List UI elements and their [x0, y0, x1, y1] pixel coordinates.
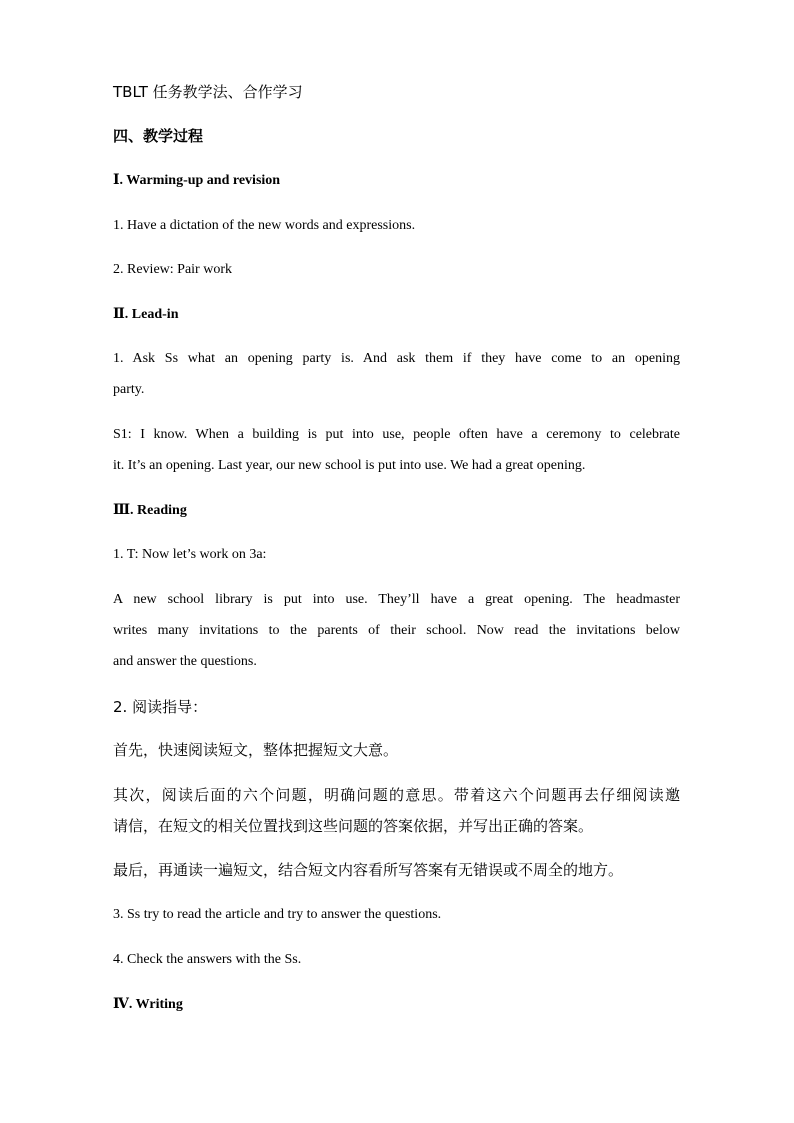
warming-up-heading: Ⅰ. Warming-up and revision	[113, 173, 281, 188]
teaching-methods-line: TBLT 任务教学法、合作学习	[113, 83, 303, 101]
lead-in-item-1-line-2: party.	[113, 382, 145, 397]
warming-up-item-2: 2. Review: Pair work	[113, 262, 232, 277]
reading-item-3: 3. Ss try to read the article and try to answer the questions.	[113, 907, 442, 922]
writing-heading: Ⅳ. Writing	[113, 997, 183, 1012]
reading-paragraph-line-1: A new school library is put into use. They’ll have a great opening. The headmaster	[113, 592, 680, 607]
reading-paragraph-line-3: and answer the questions.	[113, 654, 257, 669]
student-answer-line-1: S1: I know. When a building is put into use, people often have a ceremony to celebrate	[113, 427, 680, 442]
reading-guide-step-2-line-1: 其次，阅读后面的六个问题，明确问题的意思。带着这六个问题再去仔细阅读邀	[113, 786, 680, 804]
lead-in-heading: Ⅱ. Lead-in	[113, 307, 179, 322]
reading-item-1: 1. T: Now let’s work on 3a:	[113, 547, 267, 562]
reading-paragraph-line-2: writes many invitations to the parents of their school. Now read the invitations below	[113, 623, 680, 638]
student-answer-line-2: it. It’s an opening. Last year, our new school is put into use. We had a great opening.	[113, 458, 586, 473]
reading-guide-step-2-line-2: 请信，在短文的相关位置找到这些问题的答案依据，并写出正确的答案。	[113, 817, 594, 835]
reading-heading: Ⅲ. Reading	[113, 503, 187, 518]
lead-in-item-1-line-1: 1. Ask Ss what an opening party is. And ask them if they have come to an opening	[113, 351, 680, 366]
section-4-title: 四、教学过程	[113, 127, 204, 145]
reading-item-4: 4. Check the answers with the Ss.	[113, 952, 302, 967]
reading-item-2: 2. 阅读指导：	[113, 698, 208, 716]
reading-guide-step-1: 首先，快速阅读短文，整体把握短文大意。	[113, 741, 399, 759]
reading-guide-step-3: 最后，再通读一遍短文，结合短文内容看所写答案有无错误或不周全的地方。	[113, 861, 624, 879]
warming-up-item-1: 1. Have a dictation of the new words and expressions.	[113, 218, 416, 233]
